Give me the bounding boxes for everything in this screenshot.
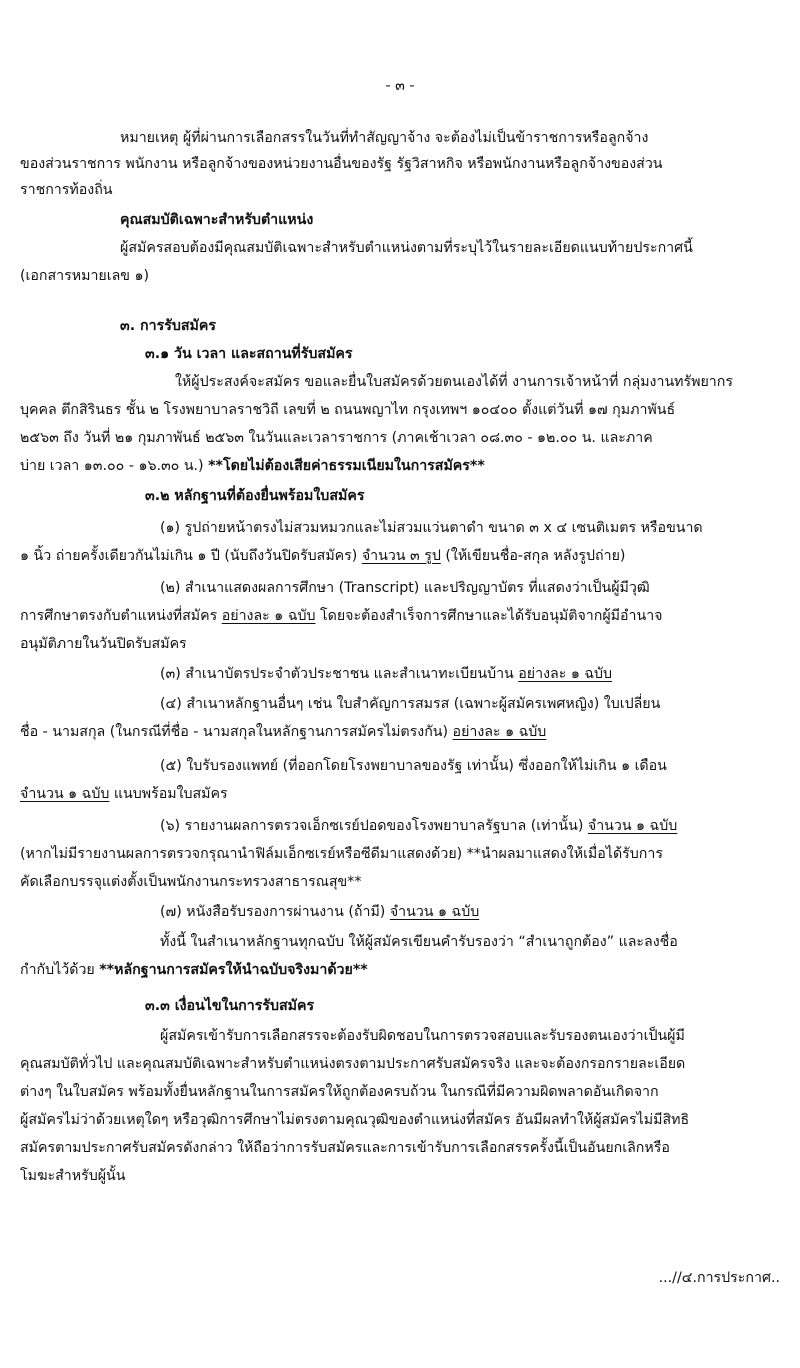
item-7-text: (๗) หนังสือรับรองการผ่านงาน (ถ้ามี) bbox=[160, 904, 390, 920]
certify-note-line-1: ทั้งนี้ ในสำเนาหลักฐานทุกฉบับ ให้ผู้สมัครเขียนคำรับรองว่า “สำเนาถูกต้อง” และลงชื่อ bbox=[160, 934, 678, 950]
item-6-line-2: (หากไม่มีรายงานผลการตรวจกรุณานำฟิล์มเอ็กซเรย์หรือซีดีมาแสดงด้วย) **นำผลมาแสดงให้เมื่อได้รับการ bbox=[20, 846, 663, 862]
item-2-line-3: อนุมัติภายในวันปิดรับสมัคร bbox=[20, 636, 187, 652]
item-3-quantity: อย่างละ ๑ ฉบับ bbox=[518, 666, 613, 682]
note-line-1: หมายเหตุ ผู้ที่ผ่านการเลือกสรรในวันที่ทำสัญญาจ้าง จะต้องไม่เป็นข้าราชการหรือลูกจ้าง bbox=[120, 130, 649, 146]
item-5-text: แนบพร้อมใบสมัคร bbox=[109, 786, 228, 802]
section-3-3-line-5: สมัครตามประกาศรับสมัครดังกล่าว ให้ถือว่าการรับสมัครและการเข้ารับการเลือกสรรครั้งนี้เป็นอันยกเลิกหรือ bbox=[20, 1140, 670, 1156]
item-6-line-1 bbox=[160, 812, 677, 840]
item-6-quantity: จำนวน ๑ ฉบับ bbox=[587, 818, 678, 834]
item-3-text: (๓) สำเนาบัตรประจำตัวประชาชน และสำเนาทะเบียนบ้าน bbox=[160, 666, 519, 682]
page-number: - ๓ - bbox=[385, 78, 415, 94]
item-6-line-3: คัดเลือกบรรจุแต่งตั้งเป็นพนักงานกระทรวงสาธารณสุข** bbox=[20, 874, 362, 890]
item-5-line-1: (๕) ใบรับรองแพทย์ (ที่ออกโดยโรงพยาบาลของรัฐ เท่านั้น) ซึ่งออกให้ไม่เกิน ๑ เดือน bbox=[160, 758, 667, 774]
item-1-text-a: ๑ นิ้ว ถ่ายครั้งเดียวกันไม่เกิน ๑ ปี (นับถึงวันปิดรับสมัคร) bbox=[20, 548, 362, 564]
item-6-text: (๖) รายงานผลการตรวจเอ็กซเรย์ปอดของโรงพยาบาลรัฐบาล (เท่านั้น) bbox=[160, 818, 588, 834]
item-5-line-2 bbox=[20, 780, 228, 808]
section-3-3-heading: ๓.๓ เงื่อนไขในการรับสมัคร bbox=[145, 998, 315, 1014]
no-fee-notice: **โดยไม่ต้องเสียค่าธรรมเนียมในการสมัคร** bbox=[208, 458, 485, 474]
item-2-line-2 bbox=[20, 602, 662, 630]
item-4-line-1: (๔) สำเนาหลักฐานอื่นๆ เช่น ใบสำคัญการสมรส (เฉพาะผู้สมัครเพศหญิง) ใบเปลี่ยน bbox=[160, 696, 661, 712]
item-1-quantity: จำนวน ๓ รูป bbox=[361, 548, 441, 564]
item-4-quantity: อย่างละ ๑ ฉบับ bbox=[452, 724, 547, 740]
section-3-3-line-6: โมฆะสำหรับผู้นั้น bbox=[20, 1168, 126, 1184]
item-1-line-2 bbox=[20, 542, 625, 570]
section-3-heading: ๓. การรับสมัคร bbox=[120, 318, 216, 334]
item-2-line-1: (๒) สำเนาแสดงผลการศึกษา (Transcript) และปริญญาบัตร ที่แสดงว่าเป็นผู้มีวุฒิ bbox=[160, 580, 650, 596]
certify-note-line-2 bbox=[20, 956, 368, 984]
item-2-text-b: โดยจะต้องสำเร็จการศึกษาและได้รับอนุมัติจากผู้มีอำนาจ bbox=[315, 608, 663, 624]
item-7-line bbox=[160, 898, 479, 926]
item-1-text-b: (ให้เขียนชื่อ-สกุล หลังรูปถ่าย) bbox=[440, 548, 626, 564]
continuation-marker: ...//๔.การประกาศ.. bbox=[658, 1270, 780, 1286]
section-3-3-line-4: ผู้สมัครไม่ว่าด้วยเหตุใดๆ หรือวุฒิการศึกษาไม่ตรงตามคุณวุฒิของตำแหน่งที่สมัคร อันมีผลทำให้ผู้สมัครไม่มีสิทธิ bbox=[20, 1112, 690, 1128]
section-3-3-line-3: ต่างๆ ในใบสมัคร พร้อมทั้งยื่นหลักฐานในการสมัครให้ถูกต้องครบถ้วน ในกรณีที่มีความผิดพลาดอันเกิดจาก bbox=[20, 1084, 659, 1100]
item-7-quantity: จำนวน ๑ ฉบับ bbox=[389, 904, 480, 920]
section-3-1-heading: ๓.๑ วัน เวลา และสถานที่รับสมัคร bbox=[145, 346, 353, 362]
item-3-line bbox=[160, 660, 612, 688]
section-3-2-heading: ๓.๒ หลักฐานที่ต้องยื่นพร้อมใบสมัคร bbox=[145, 488, 365, 504]
item-2-text-a: การศึกษาตรงกับตำแหน่งที่สมัคร bbox=[20, 608, 222, 624]
item-2-quantity: อย่างละ ๑ ฉบับ bbox=[221, 608, 316, 624]
section-3-3-line-1: ผู้สมัครเข้ารับการเลือกสรรจะต้องรับผิดชอบในการตรวจสอบและรับรองตนเองว่าเป็นผู้มี bbox=[160, 1028, 685, 1044]
item-4-line-2 bbox=[20, 718, 546, 746]
section-3-1-line-4 bbox=[20, 452, 485, 480]
qualification-heading: คุณสมบัติเฉพาะสำหรับตำแหน่ง bbox=[120, 212, 314, 228]
item-4-text: ชื่อ - นามสกุล (ในกรณีที่ชื่อ - นามสกุลในหลักฐานการสมัครไม่ตรงกัน) bbox=[20, 724, 453, 740]
note-line-3: ราชการท้องถิ่น bbox=[20, 182, 113, 198]
section-3-1-line-3: ๒๕๖๓ ถึง วันที่ ๒๑ กุมภาพันธ์ ๒๕๖๓ ในวันและเวลาราชการ (ภาคเช้าเวลา ๐๘.๓๐ - ๑๒.๐๐ น. และภาค bbox=[20, 430, 653, 446]
section-3-1-line-2: บุคคล ตึกสิรินธร ชั้น ๒ โรงพยาบาลราชวิถี เลขที่ ๒ ถนนพญาไท กรุงเทพฯ ๑๐๔๐๐ ตั้งแต่วันที่ ๑๗ กุมภาพันธ์ bbox=[20, 402, 676, 418]
section-3-3-line-2: คุณสมบัติทั่วไป และคุณสมบัติเฉพาะสำหรับตำแหน่งตรงตามประกาศรับสมัครจริง และจะต้องกรอกรายละเอียด bbox=[20, 1056, 686, 1072]
item-5-quantity: จำนวน ๑ ฉบับ bbox=[20, 786, 110, 802]
qualification-line-2: (เอกสารหมายเลข ๑) bbox=[20, 268, 150, 284]
section-3-1-line-4-text: บ่าย เวลา ๑๓.๐๐ - ๑๖.๓๐ น.) bbox=[20, 458, 209, 474]
qualification-line-1: ผู้สมัครสอบต้องมีคุณสมบัติเฉพาะสำหรับตำแหน่งตามที่ระบุไว้ในรายละเอียดแนบท้ายประกาศนี้ bbox=[120, 240, 693, 256]
certify-note-text: กำกับไว้ด้วย bbox=[20, 962, 100, 978]
original-documents-notice: **หลักฐานการสมัครให้นำฉบับจริงมาด้วย** bbox=[99, 962, 368, 978]
note-line-2: ของส่วนราชการ พนักงาน หรือลูกจ้างของหน่วยงานอื่นของรัฐ รัฐวิสาหกิจ หรือพนักงานหรือลูกจ้างของส่วน bbox=[20, 156, 663, 172]
item-1-line-1: (๑) รูปถ่ายหน้าตรงไม่สวมหมวกและไม่สวมแว่นตาดำ ขนาด ๓ x ๔ เซนติเมตร หรือขนาด bbox=[160, 520, 703, 536]
section-3-1-line-1: ให้ผู้ประสงค์จะสมัคร ขอและยื่นใบสมัครด้วยตนเองได้ที่ งานการเจ้าหน้าที่ กลุ่มงานทรัพยากร bbox=[175, 374, 733, 390]
